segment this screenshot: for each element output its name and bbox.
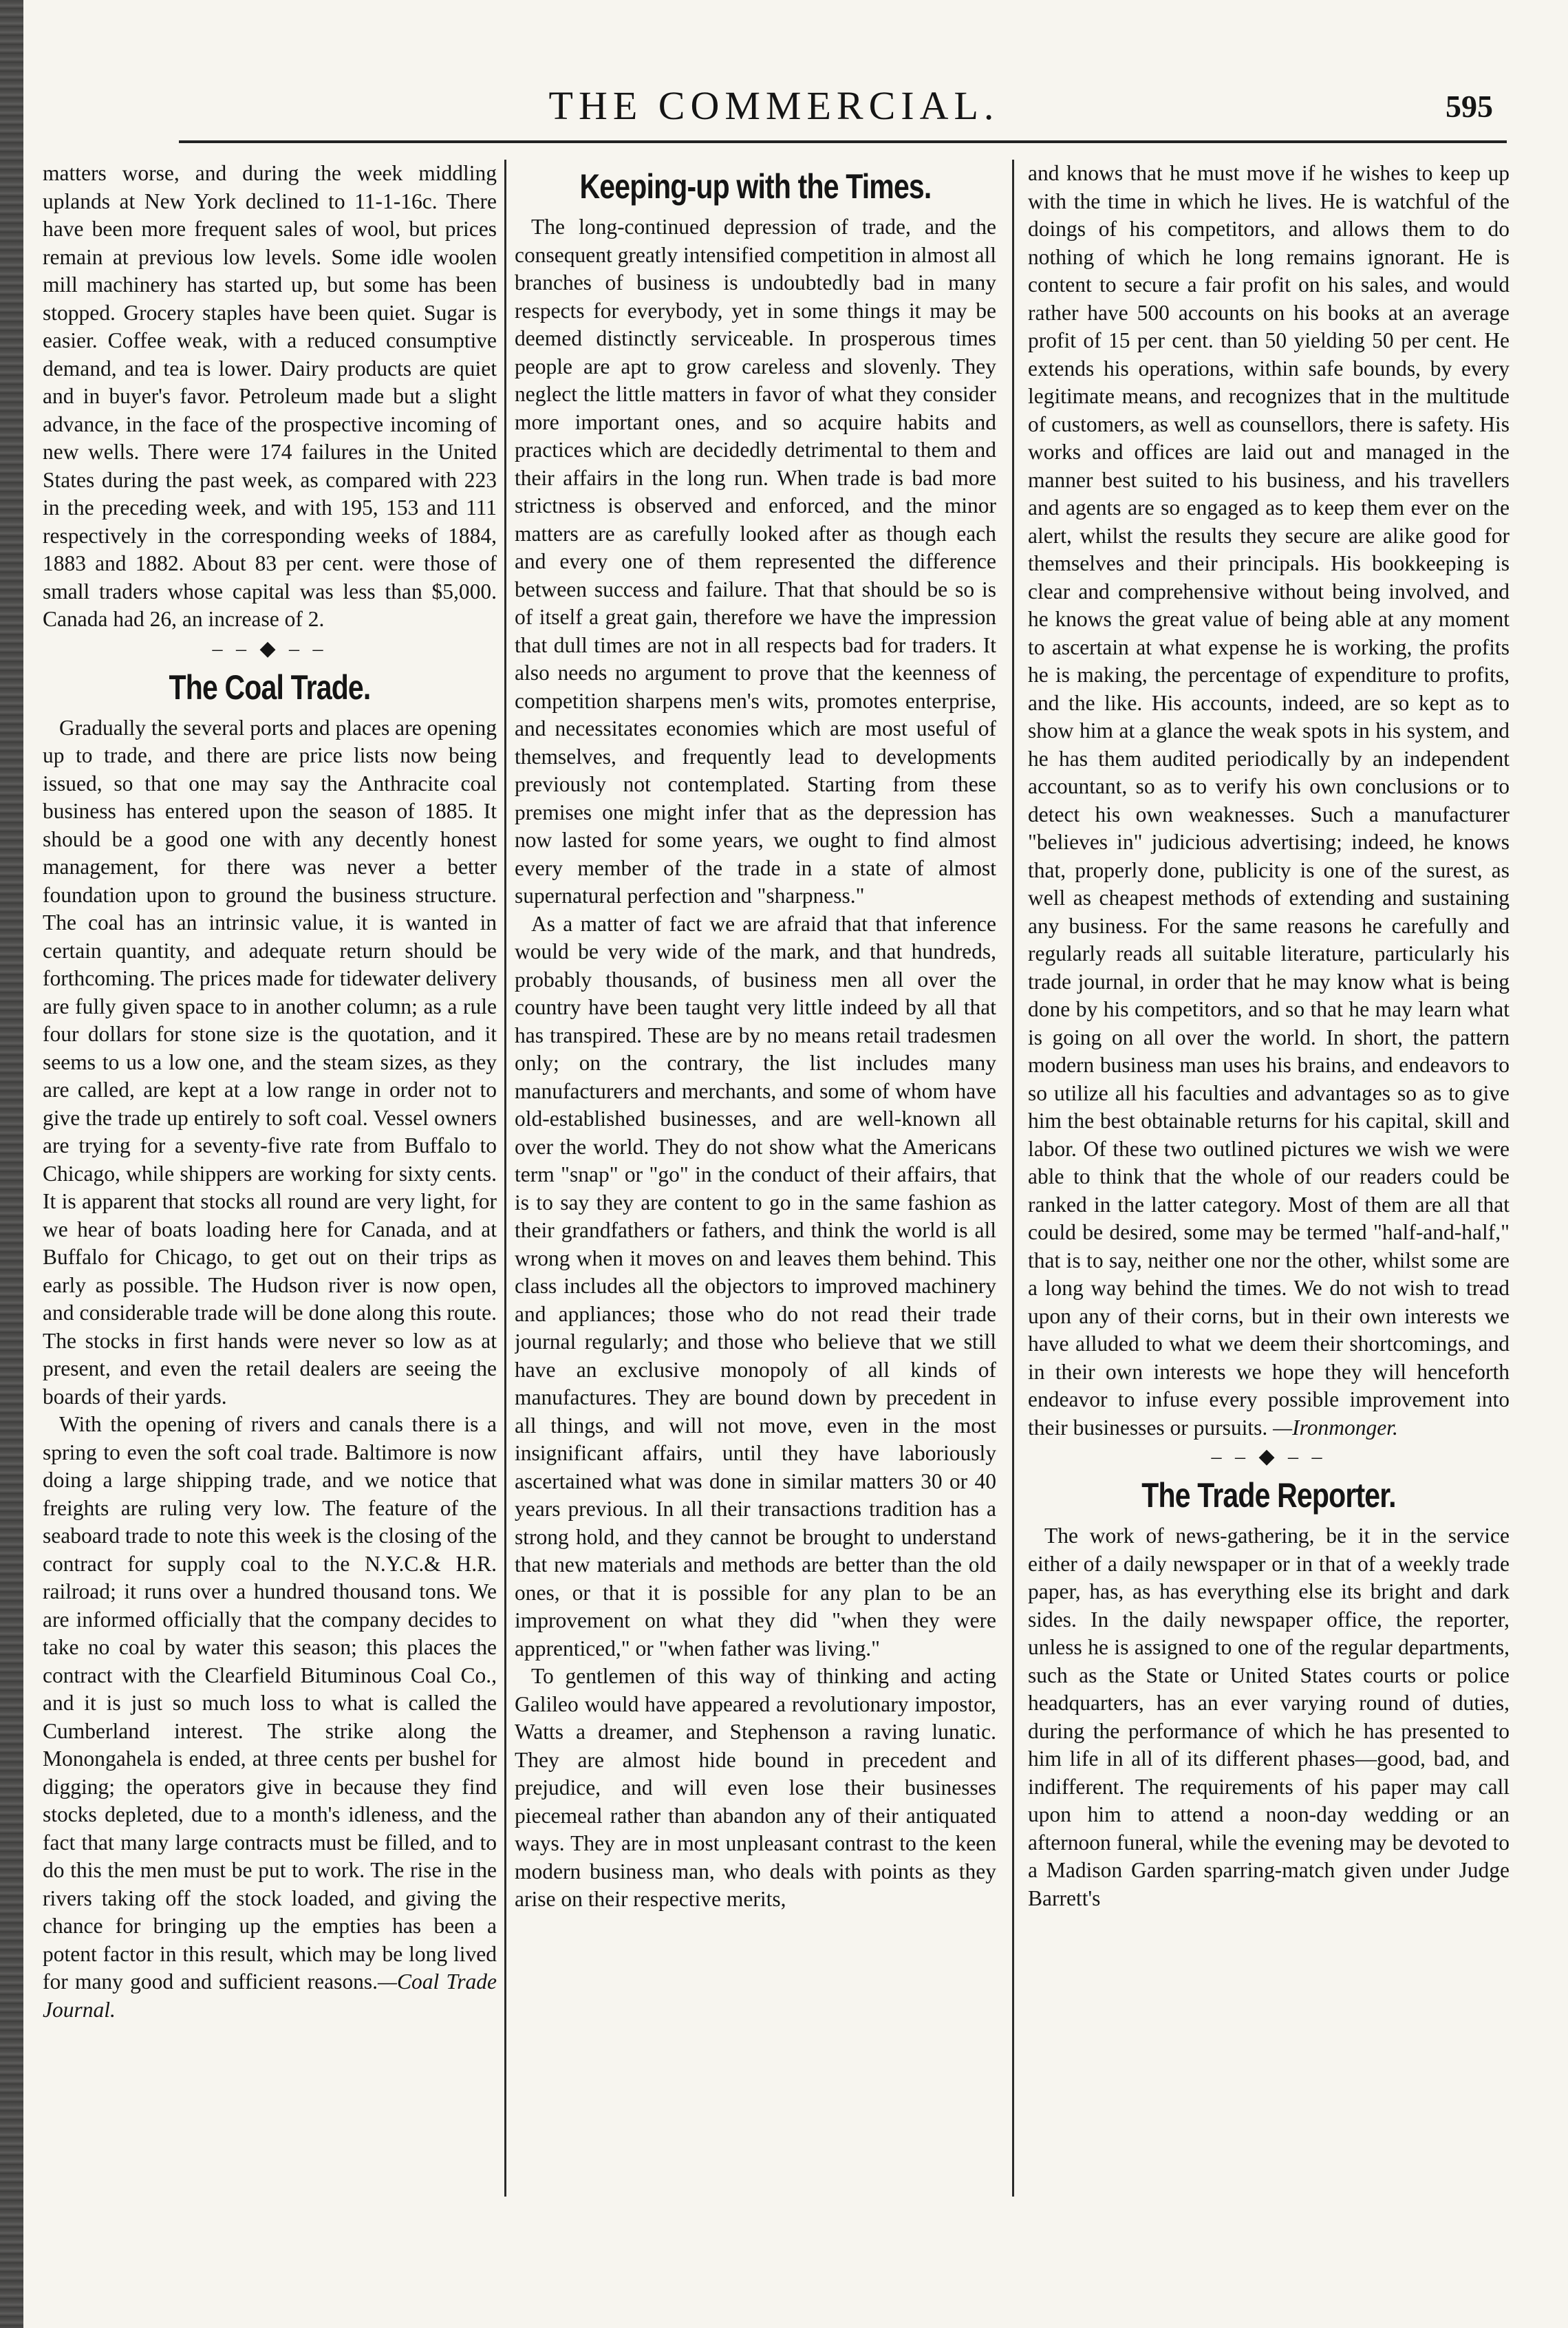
keeping-up-continued-paragraph [1028, 160, 1510, 1442]
column-divider-1 [504, 160, 506, 2197]
keeping-up-paragraph-1: The long-continued depression of trade, and the consequent greatly intensified competition in almost all branches of business is undoubtedly bad in many respects for everybody, yet in some things it may be deemed distinctly serviceable. In prosperous times people are apt to grow careless and slovenly. They neglect the little matters in favor of what they consider more important ones, and so acquire habits and practices which are decidedly detrimental to them and their affairs in the long run. When trade is bad more strictness is observed and enforced, and the minor matters are as carefully looked after as though each and every one of them represented the difference between success and failure. That that should be so is of itself a great gain, therefore we have the impression that dull times are not in all respects bad for traders. It also needs no argument to prove that the keenness of competition sharpens men's wits, promotes enterprise, and necessitates economies which are most useful of themselves, and frequently lead to developments previously not contemplated. Starting from these premises one might infer that as the depression has now lasted for some years, we ought to find almost every member of the trade in a state of almost supernatural perfection and "sharpness." [515, 215, 996, 908]
coal-trade-attribution: —Coal Trade Journal. [43, 1969, 497, 2022]
header-rule [179, 140, 1507, 143]
trade-reporter-paragraph: The work of news-gathering, be it in the service either of a daily newspaper or in that of a weekly trade paper, has, as has everything else its bright and dark sides. In the daily newspaper office, the reporter, unless he is assigned to one of the regular departments, such as the State or United States courts or police headquarters, has an ever varying round of duties, during the performance of which he has presented to him life in all of its different phases—good, bad, and indifferent. The requirements of his paper may call upon him to attend a noon-day wedding or an afternoon funeral, while the evening may be devoted to a Madison Garden sparring-match given under Judge Barrett's [1028, 1524, 1510, 1910]
market-summary-paragraph: matters worse, and during the week middling uplands at New York declined to 11-1-16c. There have been more frequent sales of wool, but prices remain at previous low levels. Some idle woolen mill machinery has started up, but some has been stopped. Grocery staples have been quiet. Sugar is easier. Coffee weak, with a reduced consumptive demand, and tea is lower. Dairy products are quiet and in buyer's favor. Petroleum made but a slight advance, in the face of the prospective incoming of new wells. There were 174 failures in the United States during the past week, as compared with 223 in the preceding week, and with 195, 153 and 111 respectively in the corresponding weeks of 1884, 1883 and 1882. About 83 per cent. were those of small traders whose capital was less than $5,000. Canada had 26, an increase of 2. [43, 161, 497, 631]
keeping-up-continued-text: and knows that he must move if he wishes to keep up with the time in which he lives. He is watchful of the doings of his competitors, and allows them to do nothing of which he long remains ignorant. He is content to secure a fair profit on his sales, and would rather have 500 accounts on his books at an average profit of 15 per cent. than 50 yielding 50 per cent. He extends his operations, within safe bounds, by every legitimate means, and recognizes that in the multitude of customers, as well as counsellors, there is safety. His works and offices are laid out and managed in the manner best suited to his business, and his travellers and agents are so engaged as to keep them ever on the alert, whilst the results they secure are alike good for themselves and their principals. His bookkeeping is clear and comprehensive without being involved, and he knows the great value of being able at any moment to ascertain at what expense he is working, the profits he is making, the percentage of expenditure to profits, and the like. His accounts, indeed, are so kept as to show him at a glance the weak spots in his system, and he has them audited periodically by an independent accountant, so as to verify his own conclusions or to detect his own weaknesses. Such a manufacturer "believes in" judicious advertising; indeed, he knows that, properly done, publicity is one of the surest, as well as cheapest methods of extending and sustaining any business. For the same reasons he carefully and regularly reads all suitable literature, particularly his trade journal, in order that he may know what is being done by his competitors, and so that he may learn what is going on all over the world. In short, the pattern modern business man uses his brains, and endeavors to so utilize all his faculties and advantages so as to give him the best obtainable returns for his capital, skill and labor. Of these two outlined pictures we wish we were able to think that the whole of our readers could be ranked in the latter category. Most of them are all that could be desired, some may be termed "half-and-half," that is to say, neither one nor the other, whilst some are a long way behind the times. We do not wish to tread upon any of their corns, but in their own interests we have alluded to what we deem their shortcomings, and in their own interests we hope they will henceforth endeavor to infuse every possible improvement into their businesses or pursuits. [1028, 161, 1510, 1440]
page-number: 595 [1446, 89, 1493, 124]
column-middle [515, 160, 996, 2197]
coal-trade-paragraph-1: Gradually the several ports and places are opening up to trade, and there are price lists now being issued, so that one may say the Anthracite coal business has entered upon the season of 1885. It should be a good one with any decently honest management, for there was never a better foundation upon to ground the business structure. The coal has an intrinsic value, it is wanted in certain quantity, and adequate return should be forthcoming. The prices made for tidewater delivery are fully given space to in another column; as a rule four dollars for stone size is the quotation, and it seems to us a low one, and the steam sizes, as they are called, are kept at a low range in order not to give the trade up entirely to soft coal. Vessel owners are trying for a seventy-five rate from Buffalo to Chicago, while shippers are working for sixty cents. It is apparent that stocks all round are very light, for we hear of boats loading here for Canada, and at Buffalo for Chicago, to get out on their trips as early as possible. The Hudson river is now open, and considerable trade will be done along this route. The stocks in first hands were never so low as at present, and even the retail dealers are seeing the boards of their yards. [43, 715, 497, 1409]
ironmonger-attribution: —Ironmonger. [1273, 1415, 1398, 1440]
keeping-up-heading: Keeping-up with the Times. [579, 167, 932, 206]
keeping-up-paragraph-3: To gentlemen of this way of thinking and acting Galileo would have appeared a revolutionary impostor, Watts a dreamer, and Stephenson a raving lunatic. They are almost hide bound in precedent and prejudice, and will even lose their businesses piecemeal rather than abandon any of their antiquated ways. They are in most unpleasant contrast to the keen modern business man, who deals with points as they arise on their respective merits, [515, 1664, 996, 1911]
coal-trade-heading: The Coal Trade. [169, 668, 371, 707]
coal-trade-paragraph-2 [43, 1411, 497, 2024]
column-right [1028, 160, 1510, 2197]
column-left [43, 160, 497, 2197]
section-separator: – – ◆ – – [212, 637, 327, 660]
section-separator-right: – – ◆ – – [1211, 1445, 1327, 1468]
coal-trade-paragraph-2-text: With the opening of rivers and canals there is a spring to even the soft coal trade. Baltimore is now doing a large shipping trade, and we notice that freights are ruling very low. The feature of the seaboard trade to note this week is the closing of the contract for supply coal to the N.Y.C.& H.R. railroad; it runs over a hundred thousand tons. We are informed officially that the company decides to take no coal by water this season; this places the contract with the Clearfield Bituminous Coal Co., and it is just so much loss to what is called the Cumberland interest. The strike along the Monongahela is ended, at three cents per bushel for digging; the operators give in because they find stocks depleted, due to a month's idleness, and the fact that many large contracts must be filled, and to do this the men must be put to work. The rise in the rivers taking off the stock loaded, and giving the chance for bringing up the empties has been a potent factor in this result, which may be long lived for many good and sufficient reasons. [43, 1412, 497, 1994]
page-header [41, 74, 1507, 143]
column-divider-2 [1012, 160, 1014, 2197]
keeping-up-paragraph-2: As a matter of fact we are afraid that that inference would be very wide of the mark, and that hundreds, probably thousands, of business men all over the country have been taught very little indeed by all that has transpired. These are by no means retail tradesmen only; on the contrary, the list includes many manufacturers and merchants, and some of whom have old-established businesses, and are well-known all over the world. They do not show what the Americans term "snap" or "go" in the conduct of their affairs, that is to say they are content to go in the same fashion as their grandfathers or fathers, and think the world is all wrong when it moves on and leaves them behind. This class includes all the objectors to improved machinery and appliances; those who do not read their trade journal regularly; and those who believe that we still have an exclusive monopoly of all kinds of manufactures. They are bound down by precedent in all things, and will not move, even in the most insignificant affairs, until they have laboriously ascertained what was done in similar matters 30 or 40 years previous. In all their transactions tradition has a strong hold, and they cannot be brought to understand that new materials and methods are better than the old ones, or that it is possible for any plan to be an improvement on what they did "when they were apprenticed," or "when father was living." [515, 911, 996, 1660]
masthead-title: THE COMMERCIAL. [548, 83, 1000, 128]
book-binding-edge [0, 0, 23, 2328]
trade-reporter-heading: The Trade Reporter. [1141, 1476, 1396, 1515]
